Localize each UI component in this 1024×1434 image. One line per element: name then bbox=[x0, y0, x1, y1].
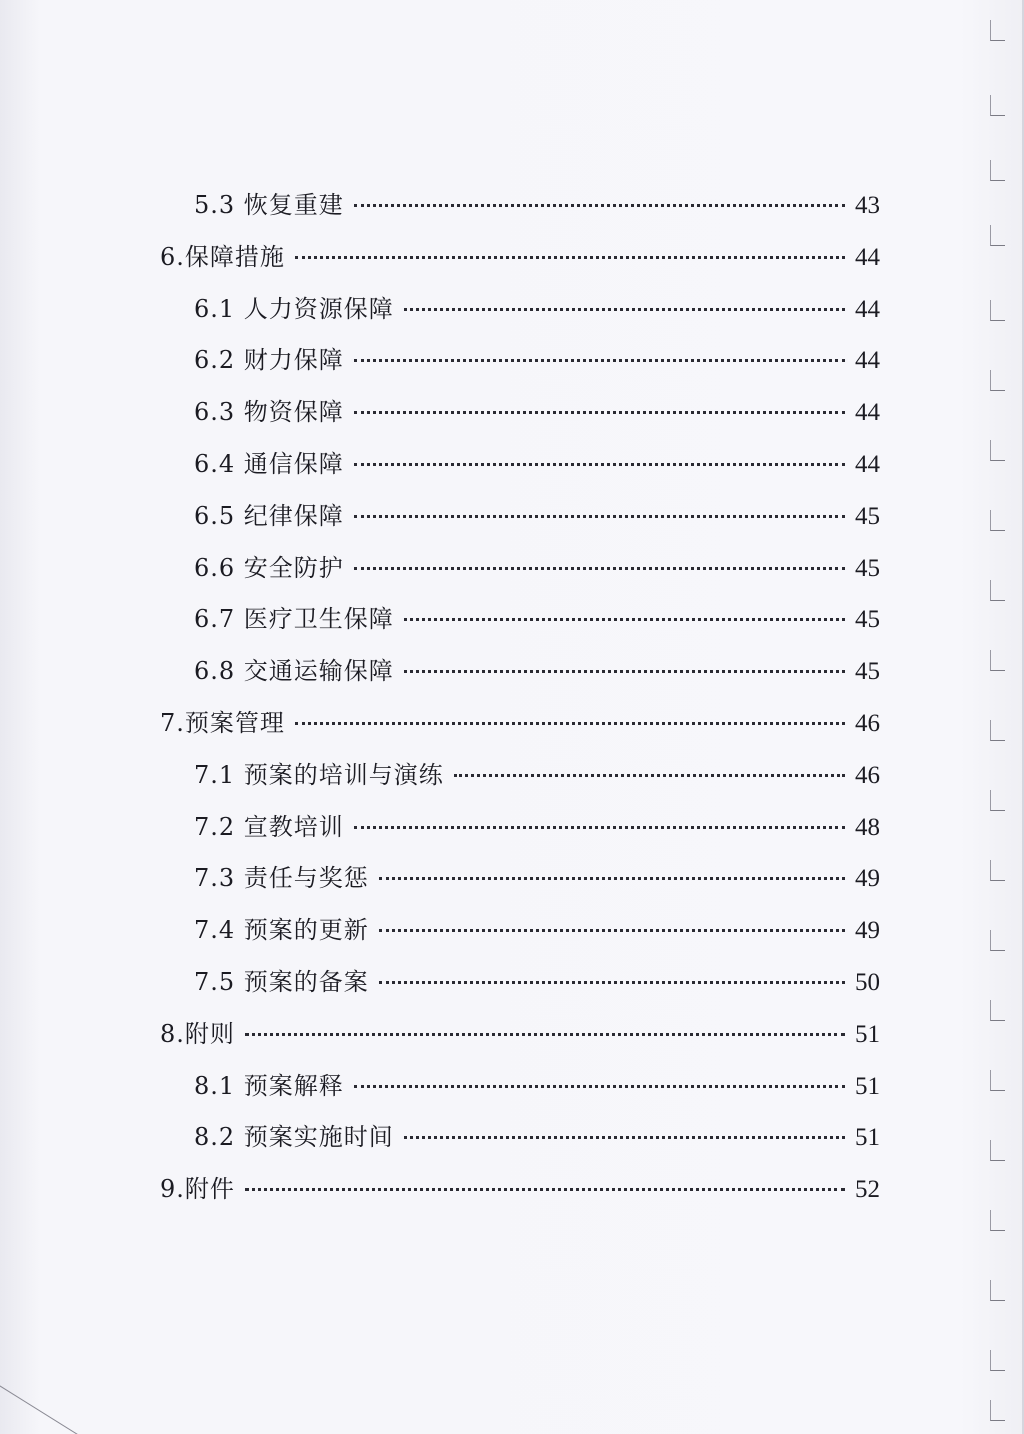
toc-entry-page: 50 bbox=[855, 968, 880, 996]
binding-hole-mark bbox=[990, 1070, 1005, 1091]
toc-entry-page: 45 bbox=[855, 658, 880, 686]
toc-dot-leader bbox=[404, 308, 845, 311]
binding-hole-mark bbox=[990, 225, 1005, 246]
binding-hole-mark bbox=[990, 1400, 1005, 1421]
toc-entry-label: 7.5 预案的备案 bbox=[194, 967, 369, 996]
toc-dot-leader bbox=[295, 256, 845, 259]
toc-entry-label: 7.4 预案的更新 bbox=[194, 916, 369, 945]
binding-hole-mark bbox=[990, 370, 1005, 391]
toc-entry-page: 44 bbox=[855, 450, 880, 478]
toc-entry[interactable] bbox=[160, 387, 880, 439]
toc-entry-label: 8.2 预案实施时间 bbox=[194, 1123, 394, 1152]
toc-entry[interactable] bbox=[160, 335, 880, 387]
toc-entry-page: 44 bbox=[855, 243, 880, 271]
toc-entry-label: 6.2 财力保障 bbox=[194, 346, 344, 375]
toc-entry-page: 46 bbox=[855, 761, 880, 789]
binding-hole-mark bbox=[990, 440, 1005, 461]
toc-entry[interactable] bbox=[160, 1164, 880, 1216]
toc-entry[interactable] bbox=[160, 802, 880, 854]
binding-hole-mark bbox=[990, 20, 1005, 41]
binding-hole-mark bbox=[990, 300, 1005, 321]
toc-entry[interactable] bbox=[160, 180, 880, 232]
toc-entry-page: 45 bbox=[855, 606, 880, 634]
toc-entry-label: 7.3 责任与奖惩 bbox=[194, 864, 369, 893]
toc-entry-label: 7.2 宣教培训 bbox=[194, 812, 344, 841]
toc-entry-page: 43 bbox=[855, 192, 880, 219]
toc-entry-page: 51 bbox=[855, 1072, 880, 1100]
binding-hole-mark bbox=[990, 790, 1005, 811]
toc-dot-leader bbox=[354, 515, 845, 518]
toc-entry[interactable] bbox=[160, 594, 880, 646]
binding-hole-mark bbox=[990, 580, 1005, 601]
toc-entry-label: 6.7 医疗卫生保障 bbox=[194, 605, 394, 634]
toc-entry[interactable] bbox=[160, 698, 880, 750]
toc-entry[interactable] bbox=[160, 1112, 880, 1164]
binding-hole-mark bbox=[990, 860, 1005, 881]
binding-hole-mark bbox=[990, 1210, 1005, 1231]
toc-entry[interactable] bbox=[160, 543, 880, 595]
toc-dot-leader bbox=[354, 204, 845, 207]
toc-entry-label: 6.5 纪律保障 bbox=[194, 501, 344, 530]
toc-entry[interactable] bbox=[160, 853, 880, 905]
binding-hole-mark bbox=[990, 1350, 1005, 1371]
toc-entry[interactable] bbox=[160, 439, 880, 491]
toc-dot-leader bbox=[379, 929, 845, 932]
toc-dot-leader bbox=[404, 670, 845, 673]
toc-entry[interactable] bbox=[160, 1061, 880, 1113]
binding-edge-marks bbox=[990, 0, 1010, 1434]
toc-entry-page: 49 bbox=[855, 917, 880, 945]
binding-hole-mark bbox=[990, 720, 1005, 741]
toc-entry-label: 7.1 预案的培训与演练 bbox=[194, 760, 444, 789]
binding-hole-mark bbox=[990, 160, 1005, 181]
toc-dot-leader bbox=[354, 359, 845, 362]
toc-entry-label: 8.附则 bbox=[160, 1019, 235, 1048]
binding-hole-mark bbox=[990, 1140, 1005, 1161]
toc-entry-page: 48 bbox=[855, 813, 880, 841]
toc-entry-page: 44 bbox=[855, 399, 880, 427]
toc-entry-label: 6.4 通信保障 bbox=[194, 449, 344, 478]
toc-dot-leader bbox=[379, 877, 845, 880]
toc-dot-leader bbox=[245, 1033, 845, 1036]
toc-dot-leader bbox=[354, 826, 845, 829]
binding-hole-mark bbox=[990, 1280, 1005, 1301]
toc-entry[interactable] bbox=[160, 957, 880, 1009]
toc-entry-page: 51 bbox=[855, 1020, 880, 1048]
toc-entry-label: 7.预案管理 bbox=[160, 708, 285, 737]
table-of-contents bbox=[160, 180, 880, 1216]
toc-dot-leader bbox=[354, 463, 845, 466]
toc-dot-leader bbox=[404, 1136, 845, 1139]
toc-entry[interactable] bbox=[160, 284, 880, 336]
scan-fold-line bbox=[0, 1314, 160, 1434]
toc-dot-leader bbox=[354, 567, 845, 570]
binding-hole-mark bbox=[990, 510, 1005, 531]
toc-dot-leader bbox=[354, 1085, 845, 1088]
toc-entry-label: 6.3 物资保障 bbox=[194, 398, 344, 427]
toc-entry-page: 51 bbox=[855, 1124, 880, 1152]
toc-dot-leader bbox=[245, 1188, 845, 1191]
binding-hole-mark bbox=[990, 95, 1005, 116]
toc-entry-page: 46 bbox=[855, 709, 880, 737]
toc-entry-label: 6.1 人力资源保障 bbox=[194, 294, 394, 323]
toc-dot-leader bbox=[295, 722, 845, 725]
binding-hole-mark bbox=[990, 650, 1005, 671]
toc-entry[interactable] bbox=[160, 232, 880, 284]
toc-entry[interactable] bbox=[160, 1009, 880, 1061]
toc-entry-label: 6.6 安全防护 bbox=[194, 553, 344, 582]
toc-entry-page: 45 bbox=[855, 502, 880, 530]
toc-dot-leader bbox=[404, 618, 845, 621]
toc-entry[interactable] bbox=[160, 646, 880, 698]
toc-entry-label: 8.1 预案解释 bbox=[194, 1071, 344, 1100]
binding-hole-mark bbox=[990, 1000, 1005, 1021]
toc-entry-label: 5.3 恢复重建 bbox=[194, 191, 344, 219]
toc-entry-page: 44 bbox=[855, 295, 880, 323]
toc-entry-page: 49 bbox=[855, 865, 880, 893]
toc-entry-label: 6.8 交通运输保障 bbox=[194, 657, 394, 686]
toc-dot-leader bbox=[379, 981, 845, 984]
toc-dot-leader bbox=[454, 774, 845, 777]
toc-entry-page: 44 bbox=[855, 347, 880, 375]
toc-entry[interactable] bbox=[160, 905, 880, 957]
toc-entry-page: 52 bbox=[855, 1176, 880, 1204]
toc-dot-leader bbox=[354, 411, 845, 414]
toc-entry[interactable] bbox=[160, 491, 880, 543]
toc-entry-label: 6.保障措施 bbox=[160, 242, 285, 271]
toc-entry[interactable] bbox=[160, 750, 880, 802]
toc-entry-page: 45 bbox=[855, 554, 880, 582]
toc-entry-label: 9.附件 bbox=[160, 1175, 235, 1204]
binding-hole-mark bbox=[990, 930, 1005, 951]
